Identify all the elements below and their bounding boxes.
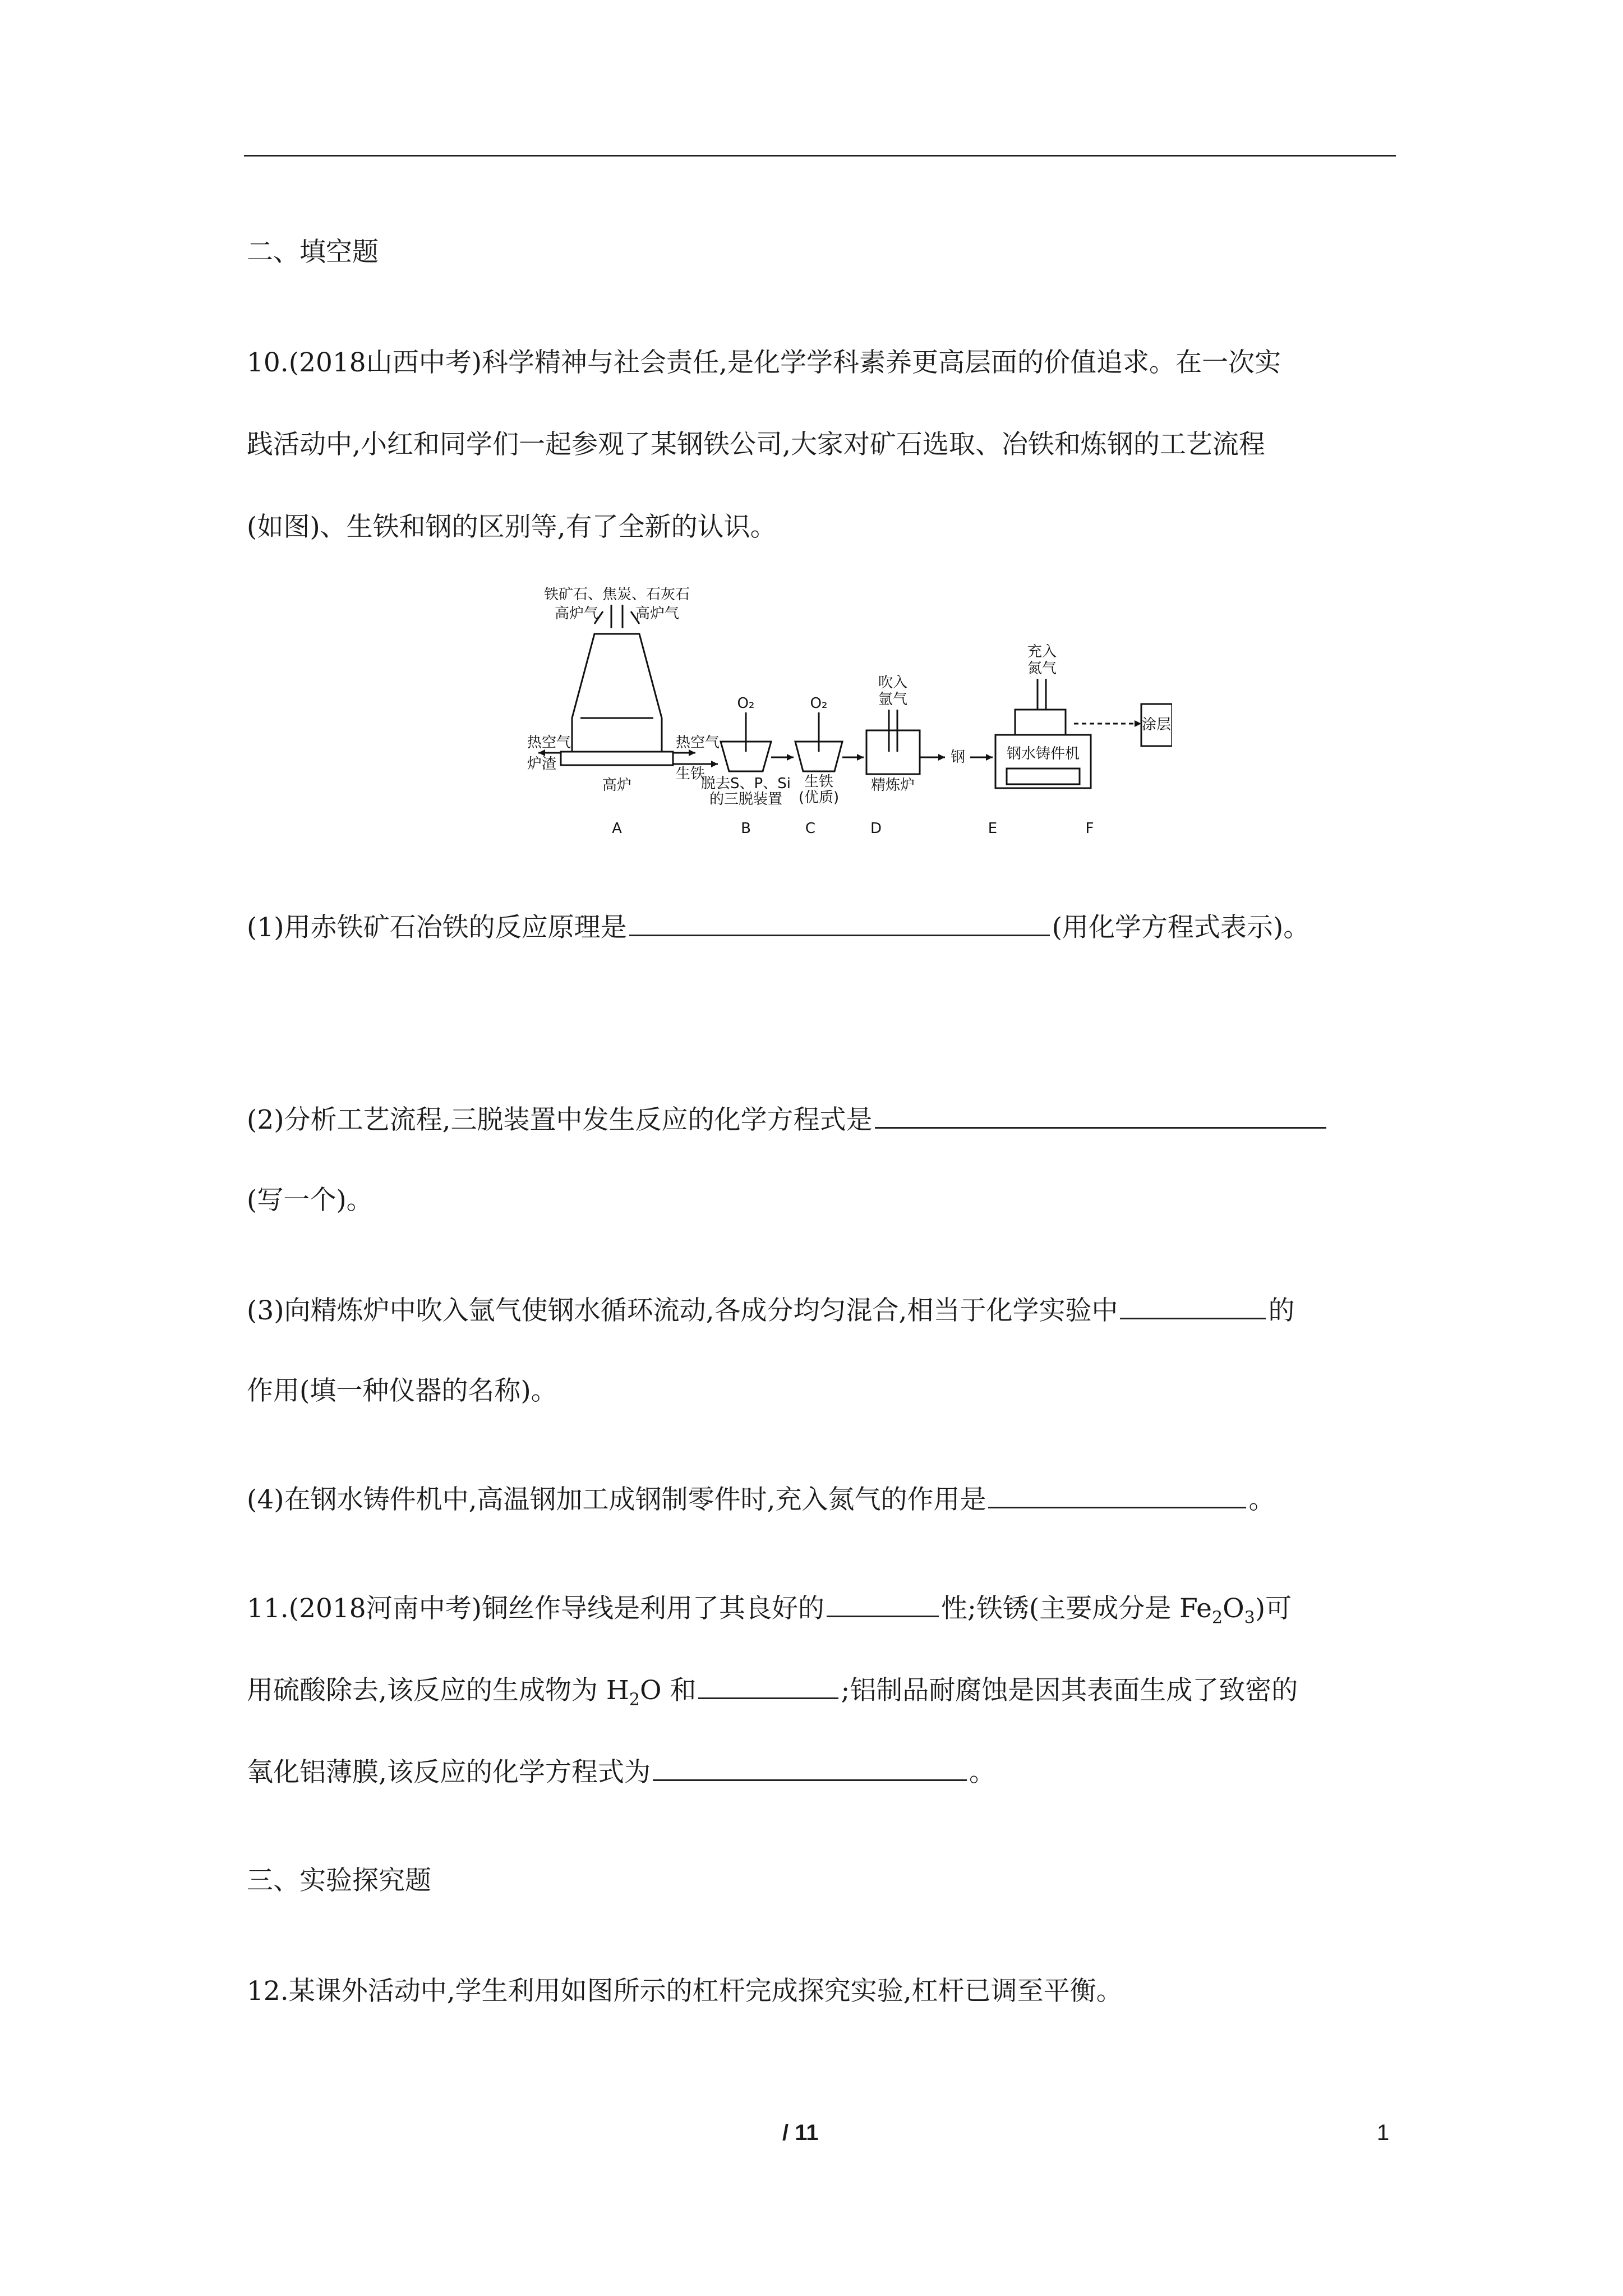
q10-sub3-prompt: (3)向精炼炉中吹入氩气使钢水循环流动,各成分均匀混合,相当于化学实验中 <box>247 1295 1118 1326</box>
diagram-label-raw-materials: 铁矿石、焦炭、石灰石 <box>543 586 690 603</box>
q11-l3-prompt: 氧化铝薄膜,该反应的化学方程式为 <box>247 1757 651 1788</box>
diagram-letter-b: B <box>741 820 751 837</box>
diagram-label-gas-right: 高炉气 <box>635 605 680 622</box>
diagram-label-hot-air-right: 热空气 <box>676 734 720 751</box>
diagram-letter-d: D <box>870 820 882 837</box>
q11-l1-prompt: 11.(2018河南中考)铜丝作导线是利用了其良好的 <box>247 1593 825 1624</box>
diagram-label-blast-furnace: 高炉 <box>602 777 632 794</box>
diagram-label-fill-in: 充入 <box>1027 643 1057 660</box>
diagram-label-steel: 钢 <box>950 749 966 766</box>
q11-l1-suffix: )可 <box>1255 1593 1292 1624</box>
q11-l2-prompt: 用硫酸除去,该反应的生成物为 H <box>247 1675 629 1706</box>
diagram-label-hot-air-left: 热空气 <box>527 734 571 751</box>
section-title-fill-in: 二、填空题 <box>247 237 379 268</box>
diagram-label-slag: 炉渣 <box>527 756 557 772</box>
diagram-label-remove-2: 的三脱装置 <box>709 791 783 808</box>
q10-sub1-prompt: (1)用赤铁矿石冶铁的反应原理是 <box>247 912 627 943</box>
q10-sub2-prompt: (2)分析工艺流程,三脱装置中发生反应的化学方程式是 <box>247 1105 873 1135</box>
q10-sub4-prompt: (4)在钢水铸件机中,高温钢加工成钢制零件时,充入氮气的作用是 <box>247 1484 986 1515</box>
diagram-label-gas-left: 高炉气 <box>554 605 599 622</box>
q10-sub1 <box>247 910 1310 945</box>
q11-line2 <box>247 1673 1298 1717</box>
q11-l3-suffix: 。 <box>969 1757 995 1788</box>
diagram-label-coating: 涂层 <box>1141 716 1172 733</box>
q10-sub2-answer-blank[interactable] <box>875 1102 1326 1129</box>
diagram-label-argon: 氩气 <box>878 691 908 708</box>
q10-sub2 <box>247 1102 1329 1137</box>
q11-l1-mid: 性;铁锈(主要成分是 Fe <box>941 1593 1212 1624</box>
q11-blank-3[interactable] <box>653 1755 967 1781</box>
page-count: / 11 <box>782 2120 819 2145</box>
q10-sub2-line2: (写一个)。 <box>247 1185 373 1216</box>
q10-line1: 10.(2018山西中考)科学精神与社会责任,是化学学科素养更高层面的价值追求。在一次实 <box>247 347 1281 378</box>
diagram-label-refining: 精炼炉 <box>870 777 915 794</box>
q10-sub3-line2: 作用(填一种仪器的名称)。 <box>247 1375 557 1406</box>
diagram-label-pig-iron: 生铁 <box>676 766 706 783</box>
diagram-label-nitrogen: 氮气 <box>1027 660 1057 677</box>
q11-line3 <box>247 1755 995 1789</box>
q11-blank-1[interactable] <box>827 1591 939 1617</box>
q11-blank-2[interactable] <box>698 1673 838 1699</box>
q10-sub1-answer-blank[interactable] <box>629 910 1050 936</box>
q10-sub3-suffix: 的 <box>1268 1295 1295 1326</box>
q10-sub4 <box>247 1482 1275 1517</box>
diagram-label-blow-in: 吹入 <box>878 674 908 691</box>
q10-sub3-answer-blank[interactable] <box>1120 1293 1266 1319</box>
q10-sub4-suffix: 。 <box>1248 1484 1275 1515</box>
q10-sub3 <box>247 1293 1294 1328</box>
diagram-label-remove-1: 脱去S、P、Si <box>701 775 791 792</box>
q11-l2-subscript: 2 <box>629 1690 640 1710</box>
diagram-letter-e: E <box>988 820 998 837</box>
q11-l2-suffix: ;铝制品耐腐蚀是因其表面生成了致密的 <box>841 1675 1298 1706</box>
diagram-letter-c: C <box>805 820 816 837</box>
section-title-experiment: 三、实验探究题 <box>247 1865 431 1896</box>
q11-line1 <box>247 1591 1292 1635</box>
q10-sub4-answer-blank[interactable] <box>988 1482 1246 1508</box>
q11-l2-mid: O 和 <box>639 1675 697 1706</box>
q11-l1-subscript-3: 3 <box>1244 1608 1255 1628</box>
diagram-label-quality-2: (优质) <box>798 789 840 806</box>
q10-line3: (如图)、生铁和钢的区别等,有了全新的认识。 <box>247 512 777 542</box>
steelmaking-flow-diagram <box>527 583 1172 841</box>
diagram-label-o2-c: O₂ <box>810 695 828 712</box>
diagram-letter-f: F <box>1085 820 1094 837</box>
q10-sub1-suffix: (用化学方程式表示)。 <box>1052 912 1310 943</box>
diagram-label-o2-b: O₂ <box>737 695 755 712</box>
q11-l1-subscript-2: 2 <box>1212 1608 1223 1628</box>
q11-l1-o: O <box>1223 1593 1244 1624</box>
diagram-label-quality-1: 生铁 <box>804 774 834 790</box>
q12-text: 12.某课外活动中,学生利用如图所示的杠杆完成探究实验,杠杆已调至平衡。 <box>247 1976 1123 2007</box>
page-number: 1 <box>1377 2120 1390 2145</box>
q10-line2: 践活动中,小红和同学们一起参观了某钢铁公司,大家对矿石选取、冶铁和炼钢的工艺流程 <box>247 429 1265 460</box>
diagram-label-caster: 钢水铸件机 <box>1006 746 1080 762</box>
diagram-letter-a: A <box>612 820 622 837</box>
header-rule <box>244 155 1396 157</box>
